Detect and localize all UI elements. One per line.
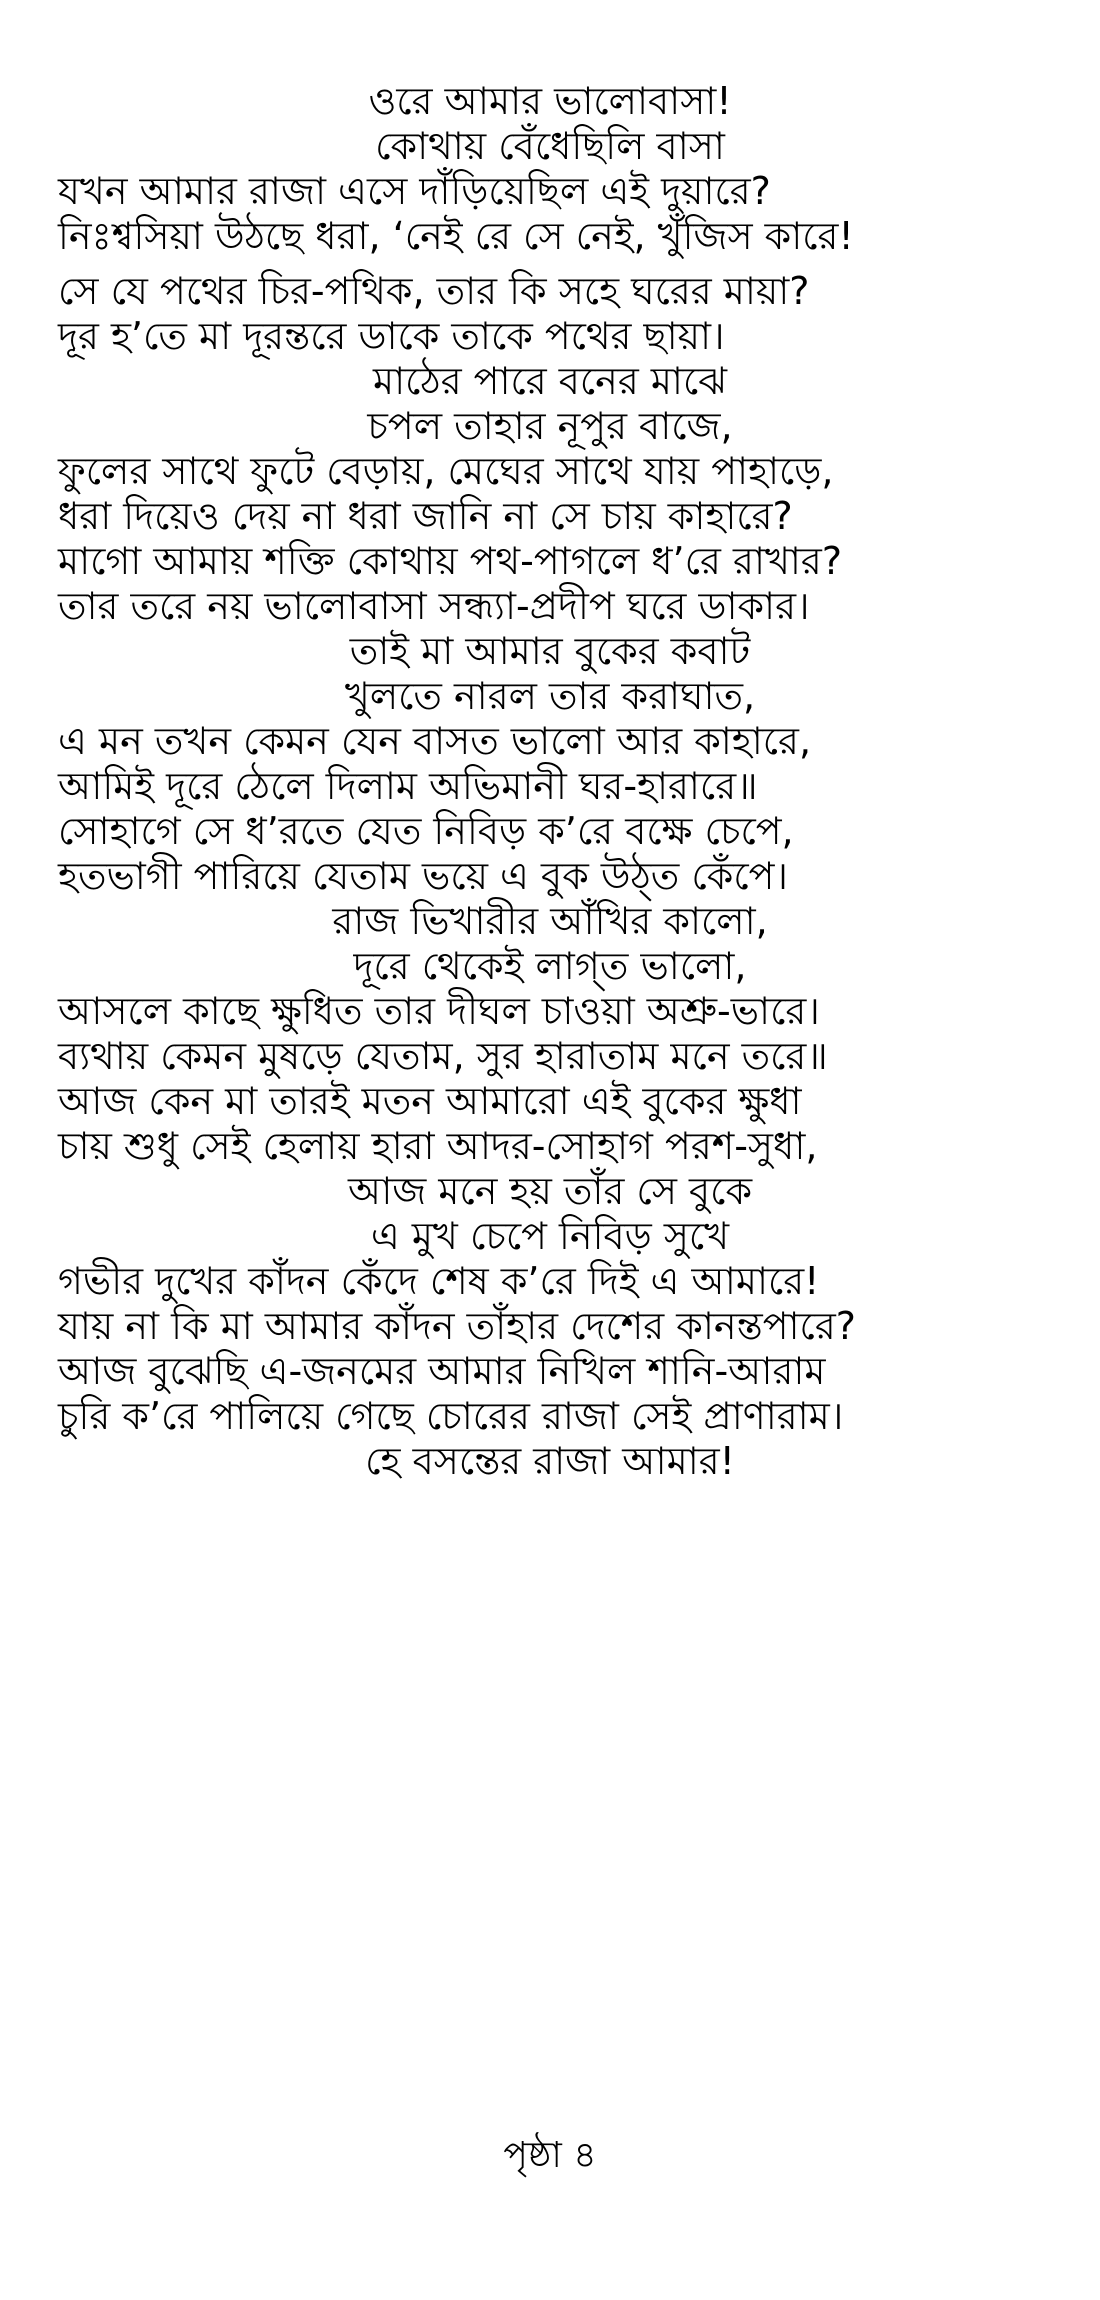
poem-line: চায় শুধু সেই হেলায় হারা আদর-সোহাগ পরশ-সুধা, bbox=[58, 1124, 818, 1168]
poem-line: হে বসন্তের রাজা আমার! bbox=[365, 1439, 735, 1483]
poem-line: নিঃশ্বসিয়া উঠছে ধরা, ‘নেই রে সে নেই, খুঁজিস কারে! bbox=[58, 214, 854, 258]
poem-line: দূরে থেকেই লাগ্‌ত ভালো, bbox=[353, 944, 747, 988]
poem-line: এ মুখ চেপে নিবিড় সুখে bbox=[370, 1214, 730, 1258]
poem-line: সে যে পথের চির-পথিক, তার কি সহে ঘরের মায়া? bbox=[58, 269, 810, 313]
poem-line: যায় না কি মা আমার কাঁদন তাঁহার দেশের কানন্তপারে? bbox=[58, 1304, 856, 1348]
poem-line: মাঠের পারে বনের মাঝে bbox=[373, 359, 727, 403]
poem-line: তার তরে নয় ভালোবাসা সন্ধ্যা-প্রদীপ ঘরে ডাকার। bbox=[58, 584, 810, 628]
poem-line: কোথায় বেঁধেছিলি বাসা bbox=[375, 124, 725, 168]
poem-line: ব্যথায় কেমন মুষড়ে যেতাম, সুর হারাতাম মনে তরে॥ bbox=[58, 1034, 828, 1078]
poem-line: গভীর দুখের কাঁদন কেঁদে শেষ ক’রে দিই এ আমারে! bbox=[58, 1259, 820, 1303]
poem-line: ওরে আমার ভালোবাসা! bbox=[368, 79, 732, 123]
poem-line: তাই মা আমার বুকের কবাট bbox=[349, 629, 751, 673]
poem-line: আজ মনে হয় তাঁর সে বুকে bbox=[347, 1169, 753, 1213]
poem-line: রাজ ভিখারীর আঁখির কালো, bbox=[332, 899, 768, 943]
poem-line: খুলতে নারল তার করাঘাত, bbox=[344, 674, 756, 718]
poem-line: চুরি ক’রে পালিয়ে গেছে চোরের রাজা সেই প্রাণারাম। bbox=[58, 1394, 844, 1438]
page-number: পৃষ্ঠা ৪ bbox=[503, 2135, 597, 2176]
poem-line: মাগো আমায় শক্তি কোথায় পথ-পাগলে ধ’রে রাখার? bbox=[58, 539, 843, 583]
poem-line: আজ কেন মা তারই মতন আমারো এই বুকের ক্ষুধা bbox=[58, 1079, 802, 1123]
poem-line: ধরা দিয়েও দেয় না ধরা জানি না সে চায় কাহারে? bbox=[58, 494, 793, 538]
poem-line: আসলে কাছে ক্ষুধিত তার দীঘল চাওয়া অশ্রু-ভারে। bbox=[58, 989, 820, 1033]
poem-line: যখন আমার রাজা এসে দাঁড়িয়েছিল এই দুয়ারে? bbox=[58, 169, 771, 213]
poem-line: চপল তাহার নূপুর বাজে, bbox=[367, 404, 733, 448]
poem-line: সোহাগে সে ধ’রতে যেত নিবিড় ক’রে বক্ষে চেপে, bbox=[58, 809, 794, 853]
poem-line: হতভাগী পারিয়ে যেতাম ভয়ে এ বুক উঠ্‌ত কেঁপে। bbox=[58, 854, 789, 898]
poem-line: এ মন তখন কেমন যেন বাসত ভালো আর কাহারে, bbox=[58, 719, 812, 763]
poem-line: আজ বুঝেছি এ-জনমের আমার নিখিল শানি-আরাম bbox=[58, 1349, 826, 1393]
poem-line: ফুলের সাথে ফুটে বেড়ায়, মেঘের সাথে যায় পাহাড়ে, bbox=[58, 449, 834, 493]
poem-line: দূর হ’তে মা দূরন্তরে ডাকে তাকে পথের ছায়া। bbox=[58, 314, 725, 358]
poem-line: আমিই দূরে ঠেলে দিলাম অভিমানী ঘর-হারারে॥ bbox=[58, 764, 758, 808]
